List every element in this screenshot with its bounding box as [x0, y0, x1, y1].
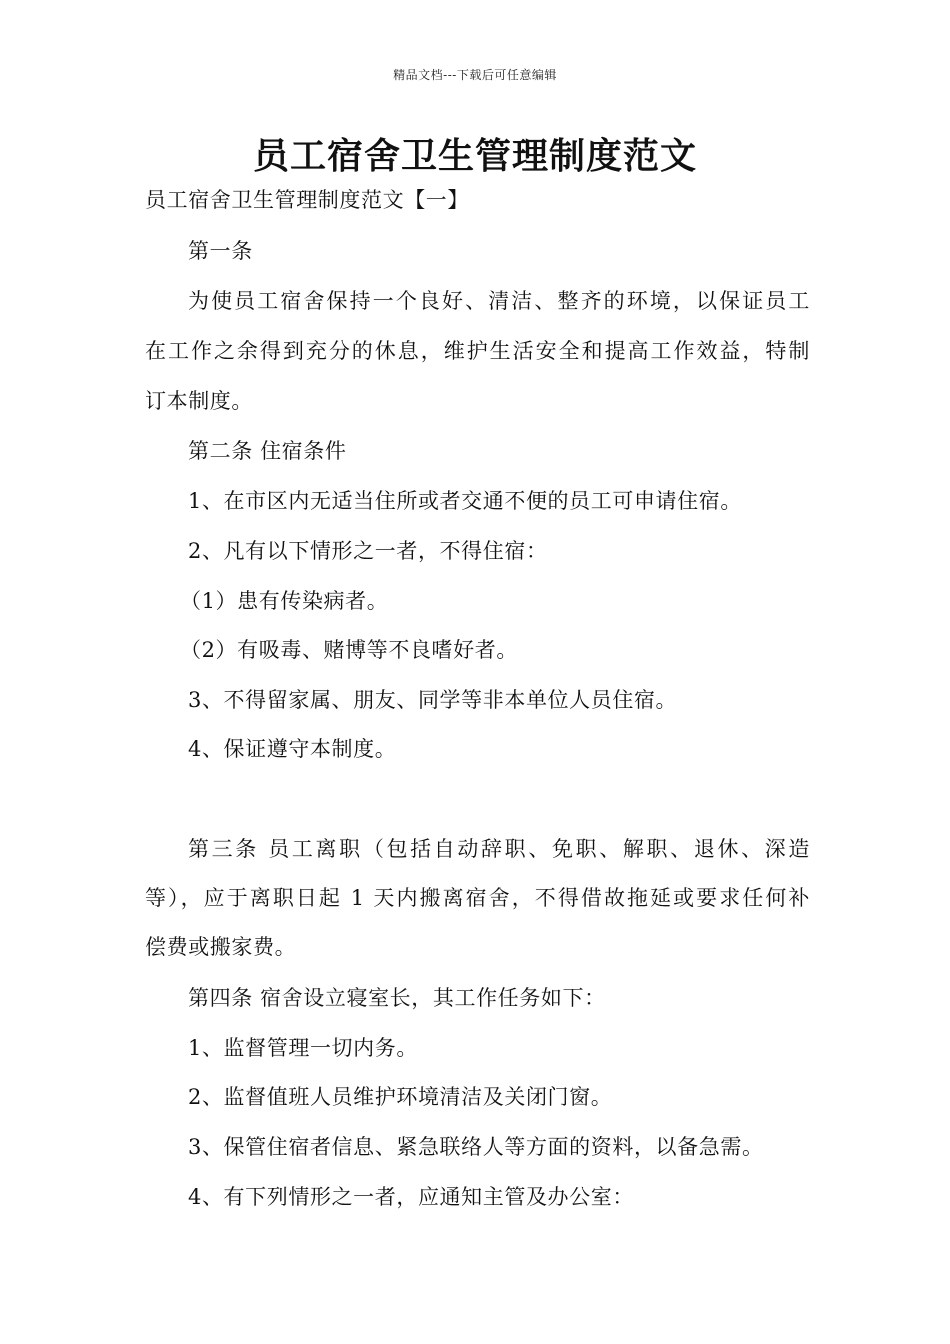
document-title: 员工宿舍卫生管理制度范文	[252, 136, 697, 177]
list-item: （1）患有传染病者。	[180, 589, 389, 613]
paragraph-line: 第三条 员工离职（包括自动辞职、免职、解职、退休、深造	[188, 837, 810, 861]
article-heading: 第四条 宿舍设立寝室长，其工作任务如下：	[188, 986, 606, 1010]
list-item: 3、保管住宿者信息、紧急联络人等方面的资料，以备急需。	[188, 1135, 764, 1159]
list-item: 1、在市区内无适当住所或者交通不便的员工可申请住宿。	[188, 489, 742, 513]
list-item: 2、凡有以下情形之一者，不得住宿：	[188, 539, 548, 563]
article-heading: 第一条	[188, 239, 253, 263]
paragraph-line: 订本制度。	[145, 389, 253, 413]
document-subtitle: 员工宿舍卫生管理制度范文【一】	[145, 188, 469, 212]
list-item: 1、监督管理一切内务。	[188, 1036, 418, 1060]
article-heading: 第二条 住宿条件	[188, 439, 347, 463]
paragraph-line: 为使员工宿舍保持一个良好、清洁、整齐的环境，以保证员工	[188, 289, 810, 313]
paragraph-line: 在工作之余得到充分的休息，维护生活安全和提高工作效益，特制	[145, 339, 810, 363]
list-item: 4、保证遵守本制度。	[188, 737, 397, 761]
header-note: 精品文档---下载后可任意编辑	[393, 68, 557, 82]
list-item: 4、有下列情形之一者，应通知主管及办公室：	[188, 1185, 634, 1209]
paragraph-line: 等），应于离职日起 1 天内搬离宿舍，不得借故拖延或要求任何补	[145, 886, 810, 910]
list-item: 3、不得留家属、朋友、同学等非本单位人员住宿。	[188, 688, 678, 712]
list-item: 2、监督值班人员维护环境清洁及关闭门窗。	[188, 1085, 613, 1109]
list-item: （2）有吸毒、赌博等不良嗜好者。	[180, 638, 518, 662]
paragraph-line: 偿费或搬家费。	[145, 935, 297, 959]
